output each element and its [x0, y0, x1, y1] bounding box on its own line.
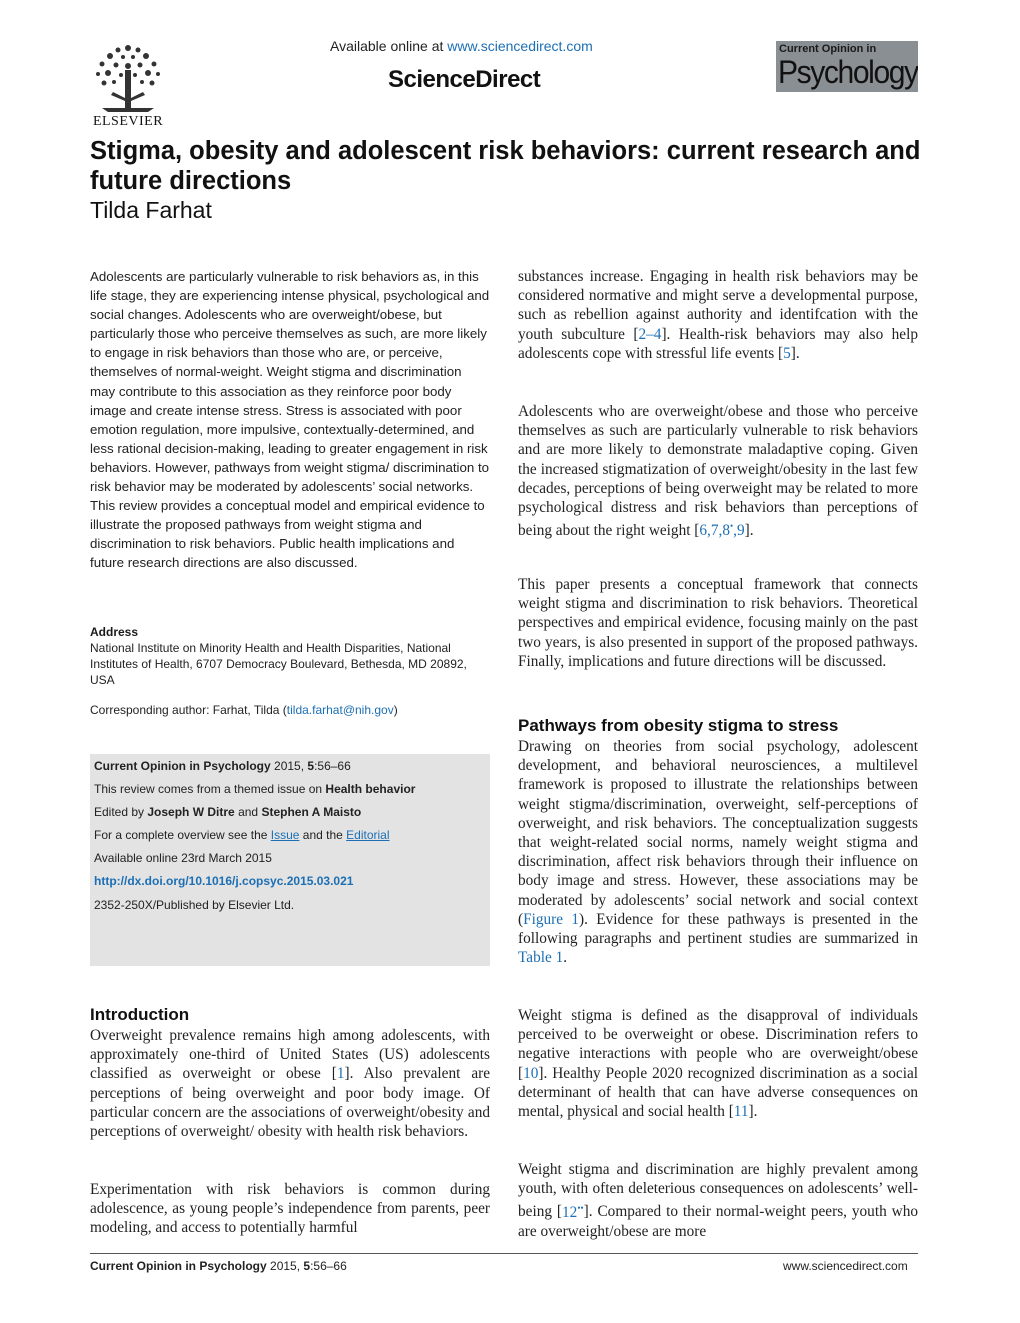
citation-marker: •	[730, 521, 734, 532]
intro-paragraph-1	[90, 1026, 490, 1141]
right-p1-text-c: ].	[790, 344, 800, 362]
right-p6-text-b: ]. Compared to their normal-weight peers, youth who are overweight/obese are more	[518, 1203, 919, 1240]
right-p2-text-a: Adolescents who are overweight/obese and those who perceive themselves as such are particularly vulnerable to risk behaviors and are more likely to demonstrate maladaptive coping. Given the increased stigmatization of overweight/obesity in the last few decades, perceptions of being overweight may be related to more psychological distress and risk behaviors than perceptions of being about the right weight [	[518, 403, 918, 540]
info-editor-2: Stephen A Maisto	[261, 805, 362, 819]
info-edited-and: and	[234, 805, 262, 819]
info-overview-and: and the	[299, 828, 347, 842]
right-p5-text-a: Weight stigma is defined as the disapproval of individuals perceived to be overweight or obese. Discrimination refers to negative interactions with people who are overweight/obese [	[518, 1007, 918, 1082]
corresponding-suffix: )	[393, 703, 398, 717]
right-p2-text-b: ].	[744, 522, 754, 540]
right-paragraph-1	[518, 267, 918, 363]
citation-text: ,9	[733, 522, 745, 540]
right-p4-text-a: Drawing on theories from social psychology, adolescent development, and behavioral neurosciences, a multilevel framework is proposed to illustrate the relationships between weight stigma/discrimination, overweight, self-perceptions of overweight, and risk behaviors. The conceptualization suggests that weight-related social norms, namely weight stigma and discrimination, affect risk behaviors through their influence on body image and stress. However, these associations may be moderated by adolescents’ social network and social context (	[518, 738, 918, 928]
right-p1-text-a: substances increase. Engaging in health risk behaviors may be considered normative and might serve a developmental purpose, such as rebellion against authority and identifcation with the youth subculture [	[518, 268, 918, 343]
introduction-heading: Introduction	[90, 1005, 190, 1024]
info-journal	[94, 759, 351, 773]
article-info-box	[90, 754, 490, 966]
journal-badge-main: Psychology	[778, 54, 918, 90]
footer-journal: Current Opinion in Psychology	[90, 1259, 267, 1273]
editorial-link[interactable]: Editorial	[346, 828, 390, 842]
info-edited-prefix: Edited by	[94, 805, 148, 819]
abstract: Adolescents are particularly vulnerable to risk behaviors as, in this life stage, they are experiencing intense physical, psychological and social changes. Adolescents who are overweight/obese, but particularly those who perceive themselves as such, are more likely to engage in risk behaviors than those who are, or perceive, themselves of normal-weight. Weight stigma and discrimination may contribute to this association as they reinforce poor body image and create intense stress. Stress is associated with poor emotion regulation, more impulsive, contextually-determined, and less rational decision-making, leading to greater engagement in risk behaviors. However, pathways from weight stigma/ discrimination to risk behavior may be moderated by adolescents’ social networks. This review provides a conceptual model and empirical evidence to illustrate the proposed pathways from weight stigma and discrimination to risk behaviors. Public health implications and future research directions are also discussed.	[90, 269, 490, 571]
right-p1-text-b: ]. Health-risk behaviors may also help adolescents cope with stressful life events [	[518, 325, 918, 362]
publisher-name: ELSEVIER	[92, 114, 164, 129]
corresponding-author	[90, 703, 398, 717]
corresponding-email-link[interactable]: tilda.farhat@nih.gov	[286, 703, 394, 717]
available-online-line	[330, 38, 593, 54]
elsevier-logo	[88, 40, 168, 130]
journal-badge	[776, 41, 918, 92]
intro-p1-text-a: Overweight prevalence remains high among adolescents, with approximately one-third of United States (US) adolescents classified as overweight or obese [	[90, 1027, 490, 1083]
journal-badge-top: Current Opinion in	[779, 43, 877, 55]
citation-link[interactable]: 11	[733, 1103, 749, 1121]
footer-divider	[90, 1253, 918, 1254]
sciencedirect-wordmark: ScienceDirect	[388, 66, 541, 93]
info-editors	[94, 805, 361, 819]
info-editor-1: Joseph W Ditre	[147, 805, 235, 819]
available-online-prefix: Available online at	[330, 38, 448, 54]
info-themed-issue	[94, 782, 415, 796]
info-themed-topic: Health behavior	[325, 782, 416, 796]
right-p4-text-c: .	[563, 949, 568, 967]
info-themed-prefix: This review comes from a themed issue on	[94, 782, 326, 796]
right-p5-text-b: ]. Healthy People 2020 recognized discrimination as a social determinant of health that can have adverse consequences on mental, physical and social health [	[518, 1064, 918, 1121]
info-journal-vol: 5	[307, 759, 315, 773]
right-p5-text-c: ].	[748, 1103, 758, 1121]
issue-link[interactable]: Issue	[270, 828, 300, 842]
right-paragraph-6	[518, 1160, 918, 1241]
right-paragraph-3: This paper presents a conceptual framework that connects weight stigma and discrimination to risk behaviors. Theoretical perspectives and empirical evidence, focusing mainly on the past two years, is also presented in support of the proposed pathways. Finally, implications and future directions will be discussed.	[518, 576, 918, 670]
citation-link[interactable]: 10	[523, 1064, 539, 1082]
author-name: Tilda Farhat	[90, 197, 212, 223]
info-overview-prefix: For a complete overview see the	[94, 828, 271, 842]
info-available-online: Available online 23rd March 2015	[94, 851, 272, 865]
pathways-heading: Pathways from obesity stigma to stress	[518, 716, 839, 735]
info-journal-year: 2015,	[270, 759, 308, 773]
sciencedirect-link[interactable]: www.sciencedirect.com	[447, 38, 593, 54]
article-title: Stigma, obesity and adolescent risk behaviors: current research and future directions	[90, 137, 921, 195]
doi-link[interactable]: http://dx.doi.org/10.1016/j.copsyc.2015.03.021	[94, 874, 354, 888]
address-text: National Institute on Minority Health and Health Disparities, National Institutes of Health, 6707 Democracy Boulevard, Bethesda, MD 20892, USA	[90, 641, 467, 687]
intro-p1-text-b: ]. Also prevalent are perceptions of being overweight and poor body image. Of particular concern are the associations of overweight/obesity and perceptions of overweight/ obesity with health risk behaviors.	[90, 1065, 491, 1141]
corresponding-prefix: Corresponding author: Farhat, Tilda (	[90, 703, 287, 717]
table-1-link[interactable]: Table 1	[518, 949, 564, 967]
citation-marker: ••	[577, 1202, 584, 1213]
figure-1-link[interactable]: Figure 1	[523, 910, 580, 928]
footer-pages: :56–66	[310, 1259, 347, 1273]
citation-link[interactable]: 5	[783, 344, 791, 362]
footer-citation	[90, 1259, 347, 1273]
right-paragraph-5	[518, 1006, 918, 1121]
intro-paragraph-2: Experimentation with risk behaviors is common during adolescence, as young people’s independence from parents, peer modeling, and access to potentially harmful	[90, 1181, 490, 1237]
right-p4-text-b: ). Evidence for these pathways is presented in the following paragraphs and pertinent studies are summarized in	[518, 910, 918, 948]
citation-link[interactable]	[562, 1204, 584, 1221]
right-paragraph-2	[518, 402, 918, 541]
info-issn: 2352-250X/Published by Elsevier Ltd.	[94, 898, 295, 912]
footer-site: www.sciencedirect.com	[783, 1259, 908, 1273]
citation-link[interactable]: 2–4	[638, 325, 662, 343]
footer-year: 2015,	[266, 1259, 304, 1273]
address-label: Address	[90, 625, 139, 639]
citation-text: 6,7,8	[699, 522, 730, 540]
right-paragraph-4	[518, 737, 918, 967]
citation-link[interactable]: 1	[336, 1065, 345, 1083]
citation-link[interactable]	[699, 522, 744, 539]
info-overview	[94, 828, 390, 842]
right-p6-text-a: Weight stigma and discrimination are highly prevalent among youth, with often deleterious consequences on adolescents’ well-being [	[518, 1161, 918, 1221]
info-journal-name: Current Opinion in Psychology	[94, 759, 271, 773]
footer-vol: 5	[303, 1259, 311, 1273]
citation-text: 12	[562, 1203, 578, 1221]
info-journal-pages: :56–66	[314, 759, 351, 773]
